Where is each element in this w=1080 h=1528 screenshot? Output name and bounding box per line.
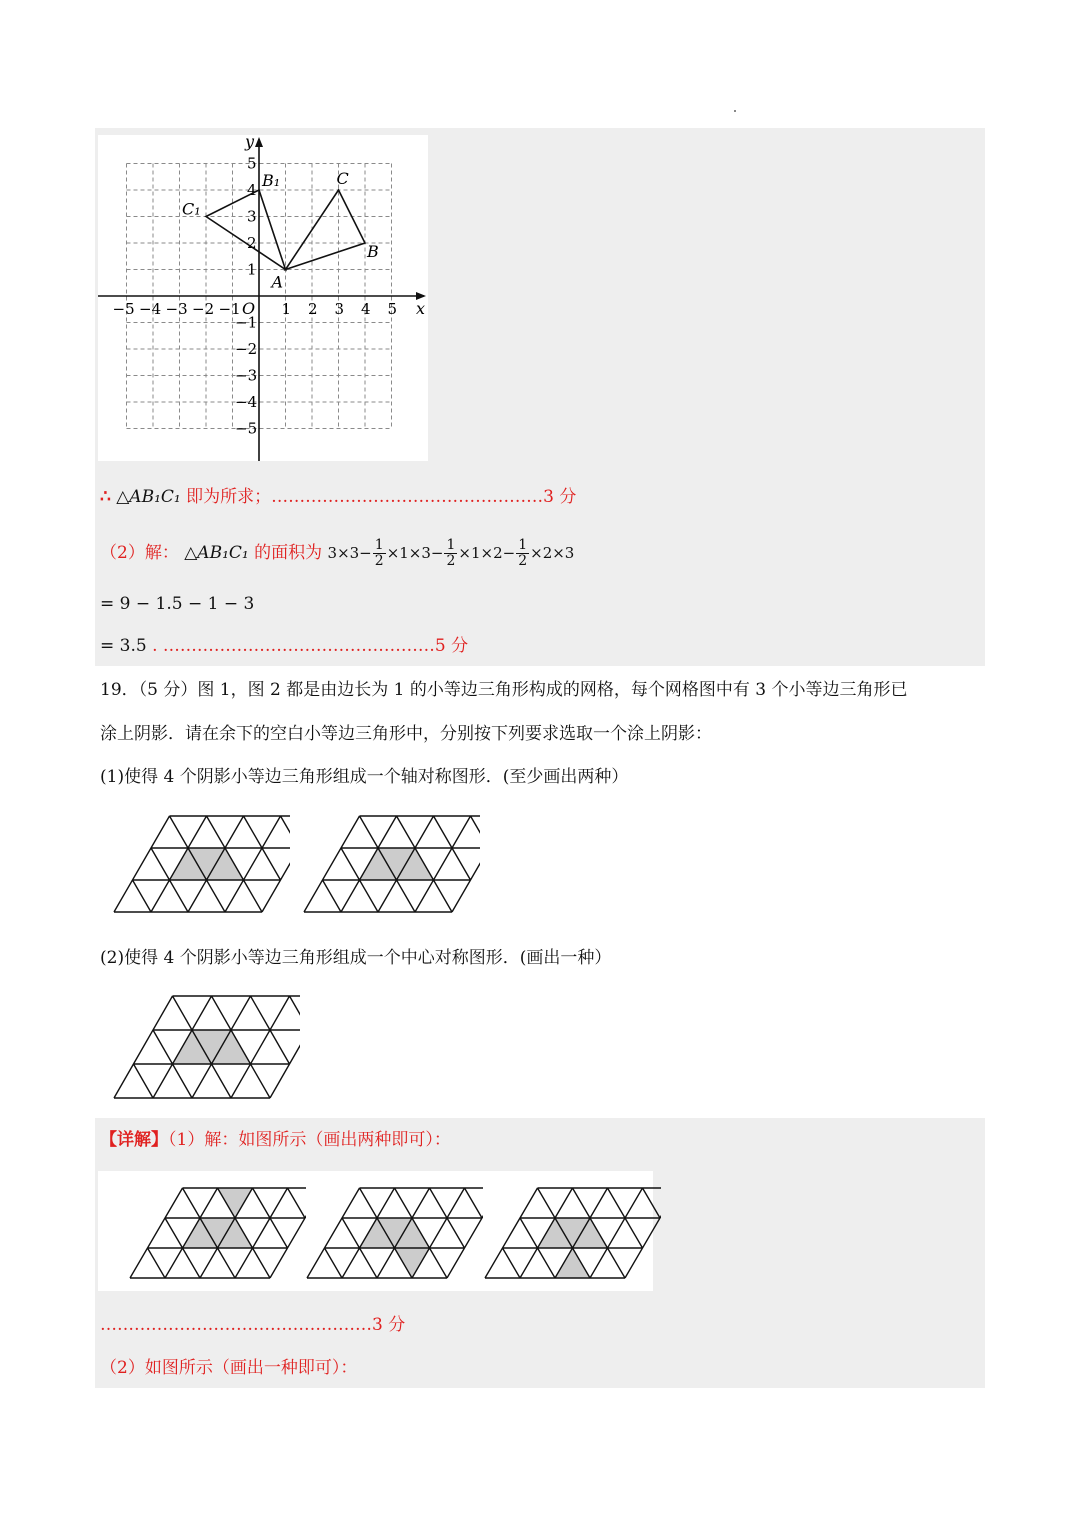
x-tick-label: −1 <box>218 300 241 318</box>
grid-edge <box>465 1188 483 1218</box>
grid-edge <box>290 996 301 1030</box>
detail-score: …………………………………………3 分 <box>100 1315 406 1335</box>
grid-edge <box>430 1248 448 1278</box>
grid-edge <box>323 880 342 912</box>
fraction-3-den: 2 <box>518 553 528 569</box>
detail-line <box>100 1128 451 1152</box>
grid-edge <box>341 848 360 880</box>
answer-figure-1 <box>126 1186 306 1284</box>
grid-edge <box>134 1064 154 1098</box>
fraction-3 <box>516 538 529 569</box>
x-axis-label: x <box>416 299 426 318</box>
grid-edge <box>244 816 263 848</box>
formula-mid1: ×1×3− <box>386 544 444 562</box>
grid-edge <box>153 1030 173 1064</box>
grid-edge <box>471 816 481 848</box>
grid-edge <box>360 816 379 848</box>
origin-label: O <box>242 299 256 318</box>
fraction-1 <box>373 538 386 569</box>
grid-edge <box>503 1248 521 1278</box>
x-tick-label: −5 <box>112 300 135 318</box>
fraction-2 <box>444 538 457 569</box>
y-tick-label: −3 <box>235 366 258 385</box>
detail-part1: （1）解：如图所示（画出两种即可）： <box>168 1130 451 1150</box>
grid-edge <box>625 1218 643 1248</box>
y-tick-label: 1 <box>247 260 257 279</box>
step2-score: . …………………………………………5 分 <box>152 636 469 656</box>
grid-edge <box>485 1188 538 1278</box>
x-tick-label: −3 <box>165 300 188 318</box>
detail-part2: （2）如图所示（画出一种即可）： <box>100 1358 358 1378</box>
grid-edge <box>133 880 152 912</box>
y-tick-label: 2 <box>247 234 257 252</box>
y-tick-label: −4 <box>235 393 258 411</box>
grid-edge <box>130 1188 183 1278</box>
grid-edge <box>270 996 300 1098</box>
grid-edge <box>183 1248 201 1278</box>
header-dot <box>734 110 736 112</box>
q19-figure-1 <box>110 812 290 920</box>
grid-edge <box>452 848 471 880</box>
grid-edge <box>434 880 453 912</box>
grid-edge <box>538 1248 556 1278</box>
conclusion-line <box>100 485 576 509</box>
formula-start: 3×3− <box>327 544 372 562</box>
y-tick-label: −2 <box>235 340 258 358</box>
grid-edge <box>114 816 170 912</box>
y-axis-arrow <box>255 137 263 147</box>
x-tick-label: 5 <box>387 300 398 318</box>
x-tick-label: 3 <box>334 300 345 318</box>
grid-edge <box>538 1188 556 1218</box>
grid-edge <box>148 1248 166 1278</box>
answer-figure-3 <box>481 1186 661 1284</box>
grid-edge <box>262 848 281 880</box>
point-label: B₁ <box>262 171 281 190</box>
grid-edge <box>452 816 480 912</box>
point-label: B <box>367 242 379 261</box>
answer-figures-panel <box>98 1171 653 1291</box>
y-axis-label: y <box>245 135 255 151</box>
grid-edge <box>395 1188 413 1218</box>
grid-edge <box>151 848 170 880</box>
grid-edge <box>212 1064 232 1098</box>
step2-line <box>100 634 468 658</box>
step1-text: = 9 − 1.5 − 1 − 3 <box>100 594 255 614</box>
coordinate-graph <box>98 135 428 461</box>
q19-line2: 涂上阴影．请在余下的空白小等边三角形中，分别按下列要求选取一个涂上阴影： <box>100 724 712 744</box>
point-label: C <box>336 169 349 188</box>
fraction-2-den: 2 <box>446 553 456 569</box>
grid-edge <box>262 816 290 912</box>
grid-edge <box>520 1218 538 1248</box>
grid-edge <box>434 816 453 848</box>
fraction-3-num: 1 <box>518 537 528 553</box>
fraction-1-num: 1 <box>374 537 384 553</box>
grid-edge <box>325 1248 343 1278</box>
area-formula-line <box>100 538 574 569</box>
x-tick-label: −2 <box>192 300 215 318</box>
grid-edge <box>608 1188 626 1218</box>
y-tick-label: 5 <box>247 154 257 173</box>
grid-edge <box>307 1188 360 1278</box>
part2-text: 的面积为 <box>254 543 323 563</box>
triangle-name: △AB₁C₁ <box>116 487 181 507</box>
y-tick-label: 3 <box>247 207 257 226</box>
shaded-triangle <box>395 1248 430 1278</box>
y-tick-label: 4 <box>247 181 257 199</box>
grid-edge <box>360 1188 378 1218</box>
step1-line <box>100 592 254 616</box>
grid-edge <box>270 1030 290 1064</box>
grid-edge <box>573 1188 591 1218</box>
x-tick-label: 1 <box>281 300 292 318</box>
q19-line1: 19．（5 分）图 1，图 2 都是由边长为 1 的小等边三角形构成的网格，每个网格图中有 3 个小等边三角形已 <box>100 680 908 700</box>
grid-edge <box>342 1218 360 1248</box>
grid-edge <box>170 816 189 848</box>
grid-edge <box>447 1218 465 1248</box>
formula-end: ×2×3 <box>530 544 575 562</box>
grid-edge <box>625 1188 661 1278</box>
triangle-ab1c1 <box>206 190 286 270</box>
shaded-triangle <box>555 1248 590 1278</box>
part2-prefix: （2）解： <box>100 543 179 563</box>
grid-edge <box>253 1188 271 1218</box>
grid-edge <box>173 1064 193 1098</box>
grid-edge <box>207 816 226 848</box>
grid-edge <box>430 1188 448 1218</box>
grid-edge <box>281 816 291 848</box>
grid-edge <box>207 880 226 912</box>
step2-text: = 3.5 <box>100 636 147 656</box>
formula-mid2: ×1×2− <box>458 544 516 562</box>
shaded-triangle <box>218 1188 253 1218</box>
grid-edge <box>643 1188 661 1218</box>
detail-tag: 【详解】 <box>100 1130 168 1150</box>
grid-edge <box>170 880 189 912</box>
therefore-symbol: ∴ <box>100 487 111 507</box>
q19-sub2: (2)使得 4 个阴影小等边三角形组成一个中心对称图形．(画出一种） <box>100 948 612 968</box>
conclusion-text: 即为所求；…………………………………………3 分 <box>186 487 577 507</box>
q19-figure-2 <box>300 812 480 920</box>
x-tick-label: −4 <box>139 300 162 318</box>
grid-edge <box>270 1218 288 1248</box>
q19-sub1: (1)使得 4 个阴影小等边三角形组成一个轴对称图形．(至少画出两种） <box>100 767 629 787</box>
grid-edge <box>183 1188 201 1218</box>
grid-edge <box>360 1248 378 1278</box>
fraction-2-num: 1 <box>446 537 456 553</box>
fraction-1-den: 2 <box>374 553 384 569</box>
x-tick-label: 2 <box>308 300 318 318</box>
grid-edge <box>253 1248 271 1278</box>
y-tick-label: −5 <box>235 419 258 438</box>
grid-edge <box>397 880 416 912</box>
grid-edge <box>114 996 173 1098</box>
q19-figure-3 <box>110 992 300 1102</box>
grid-edge <box>244 880 263 912</box>
triangle-abc <box>286 190 366 270</box>
grid-edge <box>304 816 360 912</box>
point-label: A <box>271 272 284 292</box>
grid-edge <box>360 880 379 912</box>
grid-edge <box>173 996 193 1030</box>
grid-edge <box>608 1248 626 1278</box>
point-label: C₁ <box>182 199 201 219</box>
grid-edge <box>447 1188 483 1278</box>
grid-edge <box>251 1064 271 1098</box>
y-tick-label: −1 <box>235 313 258 332</box>
grid-edge <box>397 816 416 848</box>
graph-panel <box>98 135 428 461</box>
grid-edge <box>165 1218 183 1248</box>
x-tick-label: 4 <box>361 300 371 318</box>
grid-edge <box>270 1188 306 1278</box>
grid-edge <box>218 1248 236 1278</box>
grid-edge <box>251 996 271 1030</box>
grid-edge <box>212 996 232 1030</box>
part2-triangle: △AB₁C₁ <box>184 543 249 563</box>
answer-figure-2 <box>303 1186 483 1284</box>
